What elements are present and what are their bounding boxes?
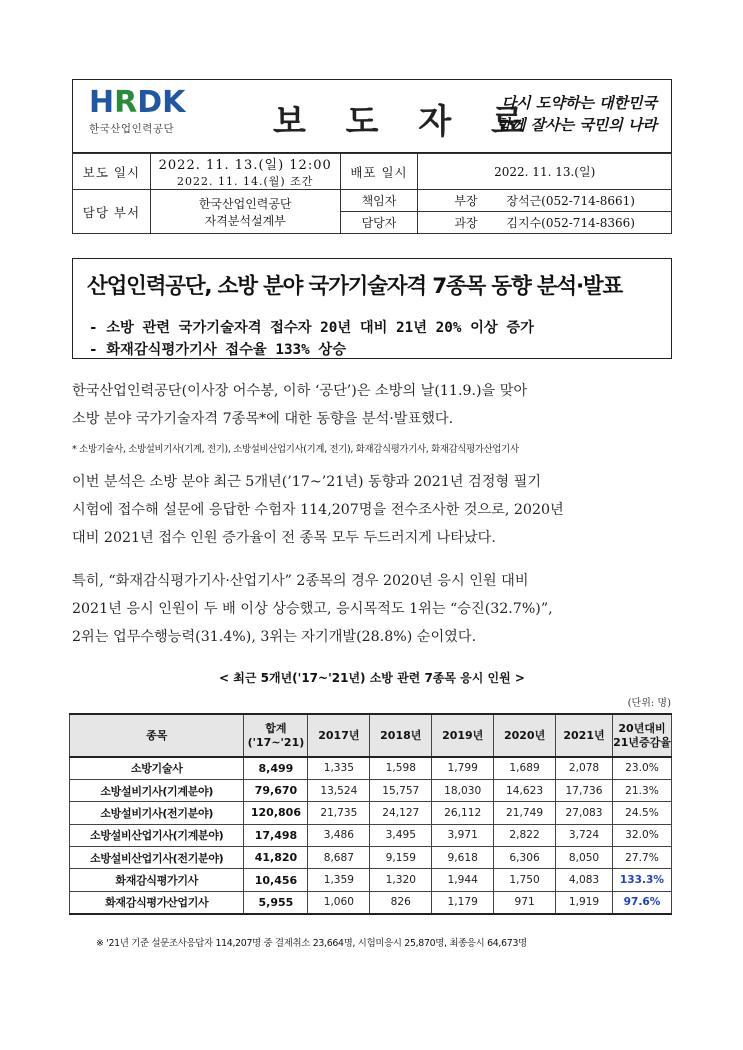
staff-title: 과장: [454, 216, 478, 230]
cell-2021: 3,724: [556, 824, 613, 846]
logo-mark: H R D K: [89, 85, 185, 120]
cell-item: 소방설비기사(전기분야): [70, 802, 244, 824]
cell-2019: 1,944: [432, 869, 494, 891]
cell-2021: 27,083: [556, 802, 613, 824]
cell-2018: 1,598: [370, 757, 432, 779]
release-date-morning: 2022. 11. 14.(월) 조간: [176, 175, 314, 188]
cell-2021: 4,083: [556, 869, 613, 891]
cell-total: 41,820: [244, 847, 308, 869]
footnote: * 소방기술사, 소방설비기사(기계, 전기), 소방설비산업기사(기계, 전기), 화재감식평가기사, 화재감식평가산업기사: [72, 444, 519, 455]
cell-total: 10,456: [244, 869, 308, 891]
table-header-row: [70, 714, 672, 757]
cell-2021: 2,078: [556, 757, 613, 779]
cell-2017: 21,735: [308, 802, 370, 824]
table-row: [70, 869, 672, 891]
release-date-cell: [150, 154, 340, 190]
responsible-name: 장석근(052-714-8661): [506, 194, 635, 208]
table-row: [70, 824, 672, 846]
table-body: [70, 757, 672, 914]
col-header-total: [244, 714, 308, 757]
cell-2019: 26,112: [432, 802, 494, 824]
cell-total: 79,670: [244, 779, 308, 801]
cell-2018: 1,320: [370, 869, 432, 891]
department-label: 담당 부서: [73, 190, 151, 234]
cell-total: 120,806: [244, 802, 308, 824]
cell-2021: 8,050: [556, 847, 613, 869]
cell-2018: 826: [370, 891, 432, 913]
paragraph-3: [72, 567, 672, 651]
cell-2021: 1,919: [556, 891, 613, 913]
slogan-line-2: 함께 잘사는 국민의 나라: [496, 116, 657, 134]
paragraph-line: 대비 2021년 접수 인원 증가율이 전 종목 모두 두드러지게 나타났다.: [72, 530, 496, 546]
document-title: 보 도 자 료: [273, 102, 538, 142]
staff-label: 담당자: [340, 212, 418, 234]
cell-2019: 9,618: [432, 847, 494, 869]
release-info-table: [72, 153, 672, 234]
cell-2018: 3,495: [370, 824, 432, 846]
paragraph-line: 2위는 업무수행능력(31.4%), 3위는 자기개발(28.8%) 순이였다.: [72, 629, 477, 645]
cell-total: 17,498: [244, 824, 308, 846]
table-unit: (단위: 명): [627, 698, 671, 709]
cell-2017: 1,060: [308, 891, 370, 913]
distribution-date: 2022. 11. 13.(일): [418, 154, 672, 190]
cell-rate: 24.5%: [612, 802, 671, 824]
cell-rate: 21.3%: [612, 779, 671, 801]
col-header-2019: 2019년: [432, 714, 494, 757]
cell-2018: 24,127: [370, 802, 432, 824]
department-team: 자격분석설계부: [204, 213, 286, 228]
logo-org-name: 한국산업인력공단: [89, 123, 175, 135]
cell-item: 소방설비산업기사(전기분야): [70, 847, 244, 869]
responsible-title: 부장: [454, 194, 478, 208]
cell-2017: 1,359: [308, 869, 370, 891]
cell-2021: 17,736: [556, 779, 613, 801]
paragraph-1: [72, 377, 672, 433]
cell-total: 5,955: [244, 891, 308, 913]
col-header-2021: 2021년: [556, 714, 613, 757]
col-header-2017: 2017년: [308, 714, 370, 757]
press-release-header: [72, 79, 672, 153]
subheadline-1: - 소방 관련 국가기술자격 접수자 20년 대비 21년 20% 이상 증가: [89, 320, 534, 336]
release-date: 2022. 11. 13.(일) 12:00: [158, 158, 332, 173]
cell-2020: 1,750: [494, 869, 556, 891]
slogan: [477, 92, 657, 136]
table-note: ※ '21년 기준 설문조사응답자 114,207명 중 결제취소 23,664명, 시험미응시 25,870명, 최종응시 64,673명: [96, 938, 527, 949]
cell-rate: 27.7%: [612, 847, 671, 869]
headline: 산업인력공단, 소방 분야 국가기술자격 7종목 동향 분석·발표: [87, 274, 623, 299]
hrdk-logo: [89, 85, 219, 146]
table-row: [70, 779, 672, 801]
release-date-label: 보도 일시: [73, 154, 151, 190]
cell-2020: 21,749: [494, 802, 556, 824]
staff-name: 김지수(052-714-8366): [506, 216, 635, 230]
department-cell: [150, 190, 340, 234]
table-row: [70, 891, 672, 913]
cell-2020: 14,623: [494, 779, 556, 801]
cell-rate: 32.0%: [612, 824, 671, 846]
cell-item: 화재감식평가산업기사: [70, 891, 244, 913]
responsible-label: 책임자: [340, 190, 418, 212]
cell-2017: 8,687: [308, 847, 370, 869]
table-row: [70, 802, 672, 824]
cell-rate: 23.0%: [612, 757, 671, 779]
col-header-total-l1: 합계: [265, 721, 287, 735]
col-header-rate: [612, 714, 671, 757]
cell-2018: 9,159: [370, 847, 432, 869]
cell-2020: 1,689: [494, 757, 556, 779]
cell-2018: 15,757: [370, 779, 432, 801]
cell-2017: 13,524: [308, 779, 370, 801]
paragraph-line: 이번 분석은 소방 분야 최근 5개년(’17~’21년) 동향과 2021년 검정형 필기: [72, 474, 542, 490]
cell-rate: 97.6%: [612, 891, 671, 913]
cell-2017: 3,486: [308, 824, 370, 846]
cell-total: 8,499: [244, 757, 308, 779]
paragraph-line: 한국산업인력공단(이사장 어수봉, 이하 ‘공단’)은 소방의 날(11.9.)을 맞아: [72, 383, 528, 399]
paragraph-line: 소방 분야 국가기술자격 7종목*에 대한 동향을 분석·발표했다.: [72, 411, 454, 427]
col-header-rate-l2: 21년증감율: [613, 735, 671, 749]
cell-2017: 1,335: [308, 757, 370, 779]
cell-rate: 133.3%: [612, 869, 671, 891]
cell-2019: 3,971: [432, 824, 494, 846]
table-title: < 최근 5개년('17~'21년) 소방 관련 7종목 응시 인원 >: [219, 671, 525, 685]
cell-item: 화재감식평가기사: [70, 869, 244, 891]
col-header-2018: 2018년: [370, 714, 432, 757]
table-row: [70, 847, 672, 869]
table-row: [70, 757, 672, 779]
responsible-contact: [418, 190, 672, 212]
cell-2019: 1,179: [432, 891, 494, 913]
paragraph-line: 2021년 응시 인원이 두 배 이상 상승했고, 응시목적도 1위는 “승진(32.7%)”,: [72, 601, 553, 617]
cell-item: 소방설비기사(기계분야): [70, 779, 244, 801]
col-header-item: 종목: [70, 714, 244, 757]
applicants-table: [69, 713, 672, 915]
cell-2020: 2,822: [494, 824, 556, 846]
cell-item: 소방기술사: [70, 757, 244, 779]
cell-2019: 1,799: [432, 757, 494, 779]
col-header-rate-l1: 20년대비: [618, 721, 666, 735]
paragraph-line: 특히, “화재감식평가기사·산업기사” 2종목의 경우 2020년 응시 인원 대비: [72, 573, 529, 589]
col-header-2020: 2020년: [494, 714, 556, 757]
subheadline-2: - 화재감식평가기사 접수율 133% 상승: [89, 342, 347, 358]
cell-item: 소방설비산업기사(기계분야): [70, 824, 244, 846]
cell-2020: 6,306: [494, 847, 556, 869]
department-org: 한국산업인력공단: [198, 196, 292, 211]
distribution-date-label: 배포 일시: [340, 154, 418, 190]
cell-2020: 971: [494, 891, 556, 913]
paragraph-line: 시험에 접수해 설문에 응답한 수험자 114,207명을 전수조사한 것으로, 2020년: [72, 502, 564, 518]
headline-box: [72, 258, 672, 359]
cell-2019: 18,030: [432, 779, 494, 801]
staff-contact: [418, 212, 672, 234]
paragraph-2: [72, 468, 672, 552]
slogan-line-1: 다시 도약하는 대한민국: [501, 94, 657, 112]
col-header-total-l2: ('17~'21): [247, 735, 305, 749]
